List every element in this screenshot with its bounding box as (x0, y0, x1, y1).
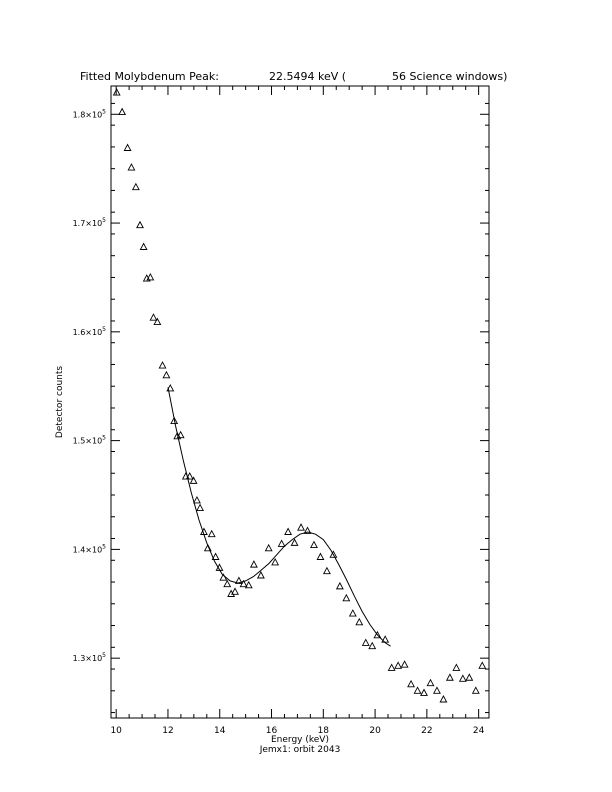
data-point-triangle (278, 540, 284, 546)
data-point-triangle (124, 145, 130, 151)
data-point-triangle (434, 687, 440, 693)
data-point-triangle (113, 89, 119, 95)
y-tick-label: $1.7\times 10^5$ (72, 217, 106, 229)
chart-title-prefix: Fitted Molybdenum Peak: (80, 70, 219, 83)
data-point-triangle (285, 528, 291, 534)
data-point-triangle (298, 524, 304, 530)
data-point-triangle (350, 610, 356, 616)
x-tick-label: 24 (472, 726, 485, 736)
x-axis-label: Energy (keV) (271, 735, 329, 745)
y-tick-label: $1.4\times 10^5$ (72, 543, 106, 555)
y-tick-label: $1.3\times 10^5$ (72, 652, 106, 664)
data-point-triangle (194, 497, 200, 503)
data-point-triangle (258, 572, 264, 578)
data-point-triangle (421, 689, 427, 695)
y-axis-label: Detector counts (55, 365, 65, 439)
data-point-triangle (128, 164, 134, 170)
data-point-triangle (414, 687, 420, 693)
y-tick-label: $1.5\times 10^5$ (72, 434, 106, 446)
data-point-triangle (401, 661, 407, 667)
x-tick-label: 14 (214, 726, 226, 736)
data-point-triangle (408, 681, 414, 687)
y-tick-label: $1.6\times 10^5$ (72, 325, 106, 337)
x-tick-label: 20 (369, 726, 381, 736)
data-point-triangle (453, 664, 459, 670)
x-tick-label: 22 (421, 726, 433, 736)
chart-title-energy: 22.5494 keV ( (269, 70, 347, 83)
data-point-triangle (337, 583, 343, 589)
x-axis-ticks (110, 86, 484, 736)
data-point-triangle (343, 595, 349, 601)
data-point-triangle (119, 109, 125, 115)
data-point-triangle (317, 554, 323, 560)
data-point-triangle (272, 559, 278, 565)
fit-curve-group (168, 387, 391, 646)
x-tick-label: 10 (110, 726, 122, 736)
data-point-triangle (440, 696, 446, 702)
data-point-triangle (356, 619, 362, 625)
data-point-triangle (224, 581, 230, 587)
footer-label: Jemx1: orbit 2043 (259, 745, 341, 755)
data-point-triangle (205, 545, 211, 551)
data-point-triangle (197, 505, 203, 511)
y-axis-ticks (73, 103, 489, 712)
data-point-triangle (209, 531, 215, 537)
data-point-triangle (460, 675, 466, 681)
data-point-triangle (232, 588, 238, 594)
data-point-triangle (479, 662, 485, 668)
data-point-triangle (265, 545, 271, 551)
data-point-triangle (382, 636, 388, 642)
y-tick-label: $1.8\times 10^5$ (72, 108, 106, 120)
data-point-triangle (140, 243, 146, 249)
data-point-triangle (427, 680, 433, 686)
data-point-triangle (159, 362, 165, 368)
plot-frame (111, 86, 489, 718)
data-point-triangle (212, 554, 218, 560)
data-point-triangle (369, 643, 375, 649)
data-point-triangle (133, 184, 139, 190)
data-point-triangle (190, 477, 196, 483)
data-point-triangle (363, 639, 369, 645)
data-point-triangle (473, 687, 479, 693)
data-point-triangle (291, 539, 297, 545)
data-point-triangle (324, 568, 330, 574)
data-point-triangle (251, 561, 257, 567)
data-point-triangle (163, 372, 169, 378)
x-tick-label: 12 (162, 726, 174, 736)
chart-title-windows: 56 Science windows) (392, 70, 508, 83)
data-point-triangle (395, 662, 401, 668)
data-point-triangle (388, 664, 394, 670)
data-point-triangle (311, 542, 317, 548)
data-point-triangle (447, 674, 453, 680)
data-point-triangle (466, 674, 472, 680)
data-point-triangle (150, 314, 156, 320)
fit-curve-line (168, 387, 391, 646)
x-tick-label: 16 (265, 726, 278, 736)
data-point-triangle (154, 319, 160, 325)
data-point-triangle (246, 582, 252, 588)
data-point-triangle (137, 222, 143, 228)
x-tick-label: 18 (317, 726, 330, 736)
